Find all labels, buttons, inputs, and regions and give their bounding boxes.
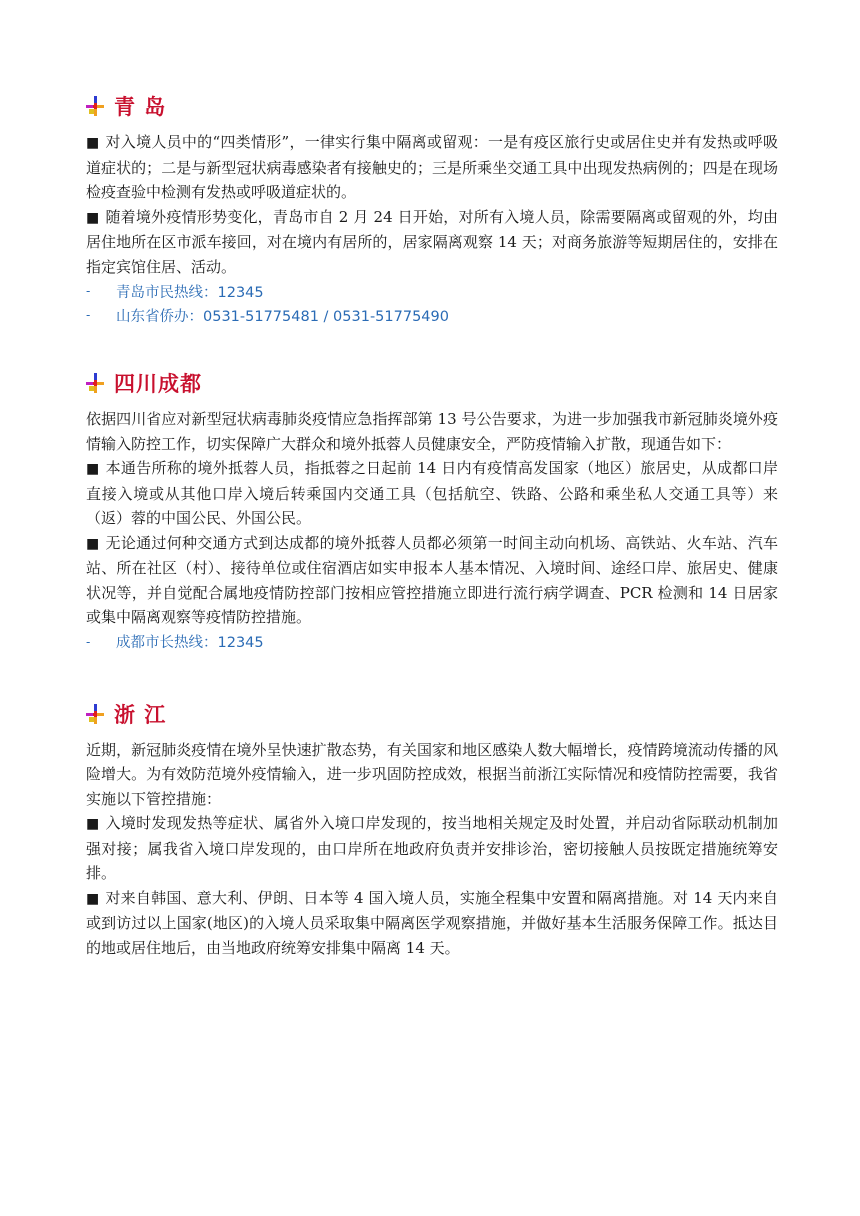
section-chengdu: [86, 369, 778, 654]
square-bullet-icon: ■: [86, 209, 100, 226]
dash-bullet-icon: -: [86, 634, 91, 649]
square-bullet-icon: ■: [86, 816, 100, 832]
hotline-item: [86, 279, 778, 303]
section-title: 浙 江: [114, 702, 167, 727]
item-text: 对来自韩国、意大利、伊朗、日本等 4 国入境人员，实施全程集中安置和隔离措施。对 14 天内来自或到访过以上国家(地区)的入境人员采取集中隔离医学观察措施，并做好基本生活服务保障工作。抵达目的地或居住地后，由当地政府统筹安排集中隔离 14 天。: [86, 888, 778, 957]
list-item: [86, 531, 778, 630]
list-item: [86, 205, 778, 280]
section-heading: [86, 92, 778, 120]
section-title: 四川成都: [114, 372, 202, 396]
square-bullet-icon: ■: [86, 135, 100, 151]
section-zhejiang: [86, 700, 778, 961]
section-heading: [86, 369, 778, 397]
list-item: [86, 811, 778, 886]
document-page: [86, 92, 778, 960]
square-bullet-icon: ■: [86, 535, 100, 552]
cross-bullet-icon: [86, 704, 104, 724]
section-heading: [86, 700, 778, 728]
square-bullet-icon: ■: [86, 890, 100, 907]
hotline-item: [86, 630, 778, 654]
hotline-text: 山东省侨办：0531-51775481 / 0531-51775490: [116, 308, 449, 325]
item-text: 随着境外疫情形势变化，青岛市自 2 月 24 日开始，对所有入境人员，除需要隔离或留观的外，均由居住地所在区市派车接回，对在境内有居所的，居家隔离观察 14 天；对商务旅游等短期居住的，安排在指定宾馆住居、活动。: [86, 207, 778, 276]
item-text: 无论通过何种交通方式到达成都的境外抵蓉人员都必须第一时间主动向机场、高铁站、火车站、汽车站、所在社区（村）、接待单位或住宿酒店如实申报本人基本情况、入境时间、途经口岸、旅居史、健康状况等，并自觉配合属地疫情防控部门按相应管控措施立即进行流行病学调查、PCR 检测和 14 日居家或集中隔离观察等疫情防控措施。: [86, 533, 778, 626]
square-bullet-icon: ■: [86, 461, 100, 477]
section-title: 青 岛: [114, 95, 167, 119]
intro-paragraph: 依据四川省应对新型冠状病毒肺炎疫情应急指挥部第 13 号公告要求，为进一步加强我市新冠肺炎境外疫情输入防控工作，切实保障广大群众和境外抵蓉人员健康安全，严防疫情输入扩散，现通告如下：: [86, 410, 778, 453]
item-text: 入境时发现发热等症状、属省外入境口岸发现的，按当地相关规定及时处置，并启动省际联动机制加强对接；属我省入境口岸发现的，由口岸所在地政府负责并安排诊治，密切接触人员按既定措施统筹安排。: [86, 814, 778, 882]
cross-bullet-icon: [86, 373, 104, 393]
dash-bullet-icon: -: [86, 284, 91, 298]
item-text: 对入境人员中的“四类情形”，一律实行集中隔离或留观：一是有疫区旅行史或居住史并有发热或呼吸道症状的；二是与新型冠状病毒感染者有接触史的；三是所乘坐交通工具中出现发热病例的；四是在现场检疫查验中检测有发热或呼吸道症状的。: [86, 133, 779, 201]
hotline-text: 成都市长热线：12345: [116, 635, 264, 651]
item-text: 本通告所称的境外抵蓉人员，指抵蓉之日起前 14 日内有疫情高发国家（地区）旅居史，从成都口岸直接入境或从其他口岸入境后转乘国内交通工具（包括航空、铁路、公路和乘坐私人交通工具等）来（返）蓉的中国公民、外国公民。: [86, 459, 778, 527]
list-item: [86, 130, 778, 205]
section-qingdao: [86, 92, 778, 327]
list-item: [86, 886, 778, 961]
list-item: [86, 456, 778, 531]
dash-bullet-icon: -: [86, 308, 91, 322]
hotline-text: 青岛市民热线：12345: [116, 284, 264, 301]
cross-bullet-icon: [86, 96, 104, 116]
hotline-item: [86, 303, 778, 327]
intro-paragraph: 近期，新冠肺炎疫情在境外呈快速扩散态势，有关国家和地区感染人数大幅增长，疫情跨境流动传播的风险增大。为有效防范境外疫情输入，进一步巩固防控成效，根据当前浙江实际情况和疫情防控需要，我省实施以下管控措施：: [86, 740, 778, 808]
